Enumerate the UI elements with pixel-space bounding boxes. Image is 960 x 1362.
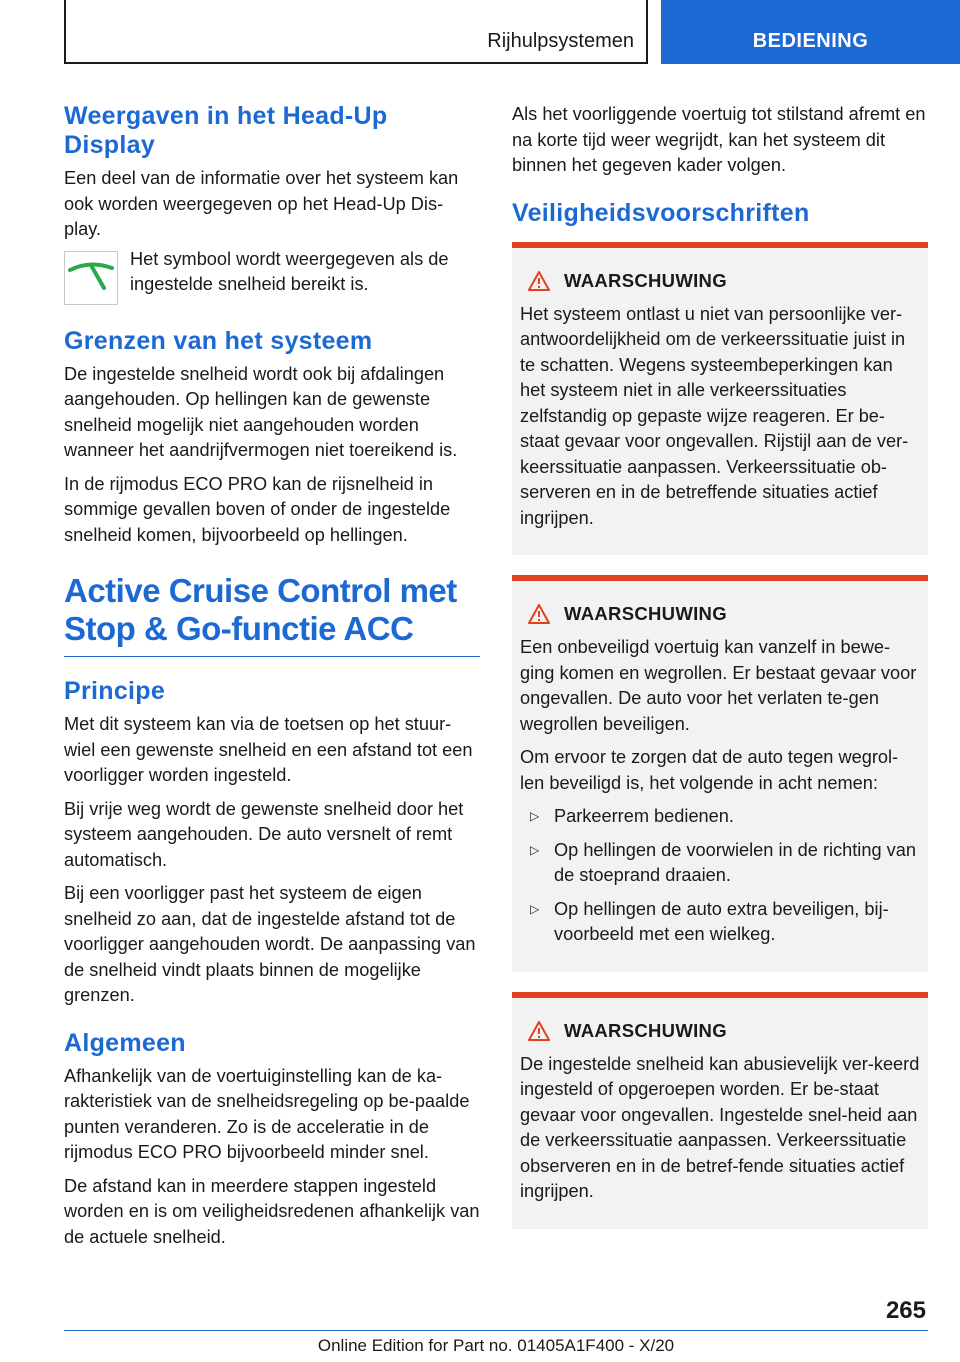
limits-paragraph-2: In de rijmodus ECO PRO kan de rijsnelheid in sommige gevallen boven of onder de ingestelde snelheid komen, bijvoorbeeld op hellingen. xyxy=(64,473,451,545)
hud-heading: Weergaven in het Head-Up Display xyxy=(64,102,388,159)
header-chapter-tab: BEDIENING xyxy=(661,0,960,64)
principle-paragraph-1: Met dit systeem kan via de toetsen op het stuur-wiel een gewenste snelheid en een afstand tot een voorligger worden ingesteld. xyxy=(64,714,473,785)
warning-title: WAARSCHUWING xyxy=(564,1019,727,1041)
warning-title: WAARSCHUWING xyxy=(564,603,727,624)
warning-text: Een onbeveiligd voertuig kan vanzelf in bewe-ging komen en wegrollen. Er bestaat gevaar voor ongevallen. De auto voor het verlaten te-gen wegrollen beveiligen. xyxy=(520,637,917,734)
acc-heading: Active Cruise Control met Stop & Go-functie ACC xyxy=(64,572,457,647)
warning-box-3 xyxy=(512,992,928,1229)
general-paragraph-2: De afstand kan in meerdere stappen ingesteld worden en is om veiligheidsredenen afhankelijk van de actuele snelheid. xyxy=(64,1175,480,1247)
warning-title: WAARSCHUWING xyxy=(564,269,727,291)
warning-box-1 xyxy=(512,242,928,556)
warning-triangle-icon xyxy=(528,604,550,624)
warning-text: Het systeem ontlast u niet van persoonlijke ver-antwoordelijkheid om de verkeerssituatie juist in te schatten. Wegens systeembeperkingen kan het systeem niet in alle verkeerssituaties zelfstandig op gepaste wijze reageren. Er be-staat gevaar voor ongevallen. Rijstijl aan de ver-keerssituatie aanpassen. Verkeerssituatie ob-serveren en in de betreffende situaties actief ingrijpen. xyxy=(520,303,909,528)
footer-edition: Online Edition for Part no. 01405A1F400 - X/20 xyxy=(317,1336,675,1355)
hud-text: Een deel van de informatie over het systeem kan ook worden weergegeven op het Head-Up Dis-play. xyxy=(64,168,459,239)
intro-paragraph: Als het voorliggende voertuig tot stilstand afremt en na korte tijd weer wegrijdt, kan het systeem dit binnen het gegeven kader volgen. xyxy=(512,104,926,175)
list-item: ▷ Op hellingen de voorwielen in de richting van de stoeprand draaien. xyxy=(520,838,920,889)
footer-divider xyxy=(64,1330,928,1331)
general-paragraph-1: Afhankelijk van de voertuiginstelling kan de ka-rakteristiek van de snelheidsregeling op be-paalde punten veranderen. Zo is de acceleratie in de rijmodus ECO PRO bijvoorbeeld minder snel. xyxy=(64,1065,470,1162)
principle-heading: Principe xyxy=(64,677,166,705)
limits-heading: Grenzen van het systeem xyxy=(64,326,373,355)
header-section-title: Rijhulpsystemen xyxy=(487,30,634,52)
speed-reached-icon xyxy=(64,251,118,305)
list-item: ▷ Op hellingen de auto extra beveiligen, bij-voorbeeld met een wielkeg. xyxy=(520,897,920,948)
principle-paragraph-3: Bij een voorligger past het systeem de eigen snelheid zo aan, dat de ingestelde afstand tot de voorligger aangehouden wordt. De aanpassing van de snelheid vindt plaats binnen de mogelijke grenzen. xyxy=(64,883,476,1005)
left-column xyxy=(64,102,480,1258)
warning-header xyxy=(520,603,920,625)
right-column xyxy=(512,102,928,1249)
hud-symbol-text: Het symbool wordt weergegeven als de ingestelde snelheid bereikt is. xyxy=(130,248,449,294)
safety-heading: Veiligheidsvoorschriften xyxy=(512,198,810,227)
list-item: ▷ Parkeerrem bedienen. xyxy=(520,804,920,830)
general-heading: Algemeen xyxy=(64,1028,186,1057)
warning-header xyxy=(520,270,920,292)
warning-header xyxy=(520,1020,920,1042)
warning-bullet-list xyxy=(520,804,920,948)
warning-text: Om ervoor te zorgen dat de auto tegen wegrol-len beveiligd is, het volgende in acht nemen: xyxy=(520,747,899,793)
warning-text: De ingestelde snelheid kan abusievelijk ver-keerd ingesteld of opgeroepen worden. Er be-staat gevaar voor ongevallen. Ingestelde snel-heid aan de verkeerssituatie aanpassen. Verkeerssituatie observeren en in de betref-fende situaties actief ingrijpen. xyxy=(520,1053,920,1201)
hud-symbol-row xyxy=(64,248,480,305)
page-number: 265 xyxy=(885,1297,926,1324)
warning-triangle-icon xyxy=(528,271,550,291)
acc-heading-block xyxy=(64,572,480,657)
principle-paragraph-2: Bij vrije weg wordt de gewenste snelheid door het systeem aangehouden. De auto versnelt of remt automatisch. xyxy=(64,798,464,870)
warning-box-2 xyxy=(512,575,928,972)
header-frame xyxy=(64,0,648,64)
limits-paragraph-1: De ingestelde snelheid wordt ook bij afdalingen aangehouden. Op hellingen kan de gewenste snelheid mogelijk niet aangehouden worden wanneer het aandrijfvermogen niet toereikend is. xyxy=(64,363,458,460)
warning-triangle-icon xyxy=(528,1021,550,1041)
